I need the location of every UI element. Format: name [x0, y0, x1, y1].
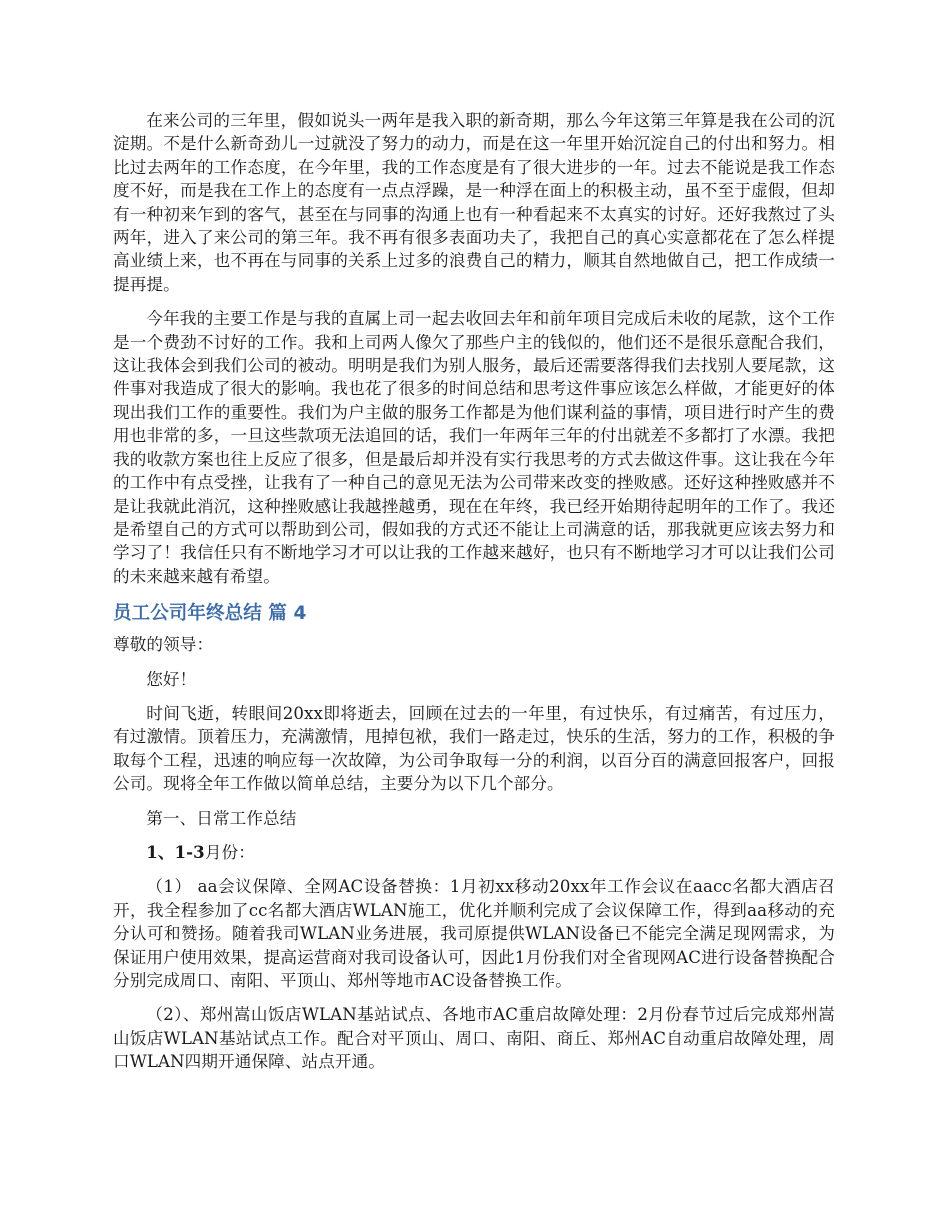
item-1-heading	[113, 841, 835, 864]
document-page	[113, 109, 835, 1074]
section-heading-number: 4	[293, 603, 307, 625]
item-1-label: 月份：	[204, 842, 255, 862]
paragraph-2: 今年我的主要工作是与我的直属上司一起去收回去年和前年项目完成后未收的尾款，这个工作是一个费劲不讨好的工作。我和上司两人像欠了那些户主的钱似的，他们还不是很乐意配合我们，这让我体会到我们公司的被动。明明是我们为别人服务，最后还需要落得我们去找别人要尾款，这件事对我造成了很大的影响。我也花了很多的时间总结和思考这件事应该怎么样做，才能更好的体现出我们工作的重要性。我们为户主做的服务工作都是为他们谋利益的事情，项目进行时产生的费用也非常的多，一旦这些款项无法追回的话，我们一年两年三年的付出就差不多都打了水漂。我把我的收款方案也往上反应了很多，但是最后却并没有实行我思考的方式去做这件事。这让我在今年的工作中有点受挫，让我有了一种自己的意见无法为公司带来改变的挫败感。还好这种挫败感并不是让我就此消沉，这种挫败感让我越挫越勇，现在在年终，我已经开始期待起明年的工作了。我还是希望自己的方式可以帮助到公司，假如我的方式还不能让上司满意的话，那我就更应该去努力和学习了！我信任只有不断地学习才可以让我的工作越来越好，也只有不断地学习才可以让我们公司的未来越来越有希望。	[113, 309, 835, 586]
salutation: 尊敬的领导：	[113, 635, 214, 655]
section-heading-text: 员工公司年终总结 篇	[113, 603, 287, 625]
section-title-daily-work: 第一、日常工作总结	[146, 808, 297, 828]
greeting: 您好！	[146, 669, 197, 689]
paragraph-1: 在来公司的三年里，假如说头一两年是我入职的新奇期，那么今年这第三年算是我在公司的沉淀期。不是什么新奇劲儿一过就没了努力的动力，而是在这一年里开始沉淀自己的付出和努力。相比过去两年的工作态度，在今年里，我的工作态度是有了很大进步的一年。过去不能说是我工作态度不好，而是我在工作上的态度有一点点浮躁，是一种浮在面上的积极主动，虽不至于虚假，但却有一种初来乍到的客气，甚至在与同事的沟通上也有一种看起来不太真实的讨好。还好我熬过了头两年，进入了来公司的第三年。我不再有很多表面功夫了，我把自己的真心实意都花在了怎么样提高业绩上来，也不再在与同事的关系上过多的浪费自己的精力，顺其自然地做自己，把工作成绩一提再提。	[113, 111, 835, 294]
paragraph-4: （1） aa会议保障、全网AC设备替换：1月初xx移动20xx年工作会议在aacc名都大酒店召开，我全程参加了cc名都大酒店WLAN施工，优化并顺利完成了会议保障工作，得到aa移动的充分认可和赞扬。随着我司WLAN业务进展，我司原提供WLAN设备已不能完全满足现网需求，为保证用户使用效果，提高运营商对我司设备认可，因此1月份我们对全省现网AC进行设备替换配合分别完成周口、南阳、平顶山、郑州等地市AC设备替换工作。	[113, 877, 835, 990]
item-1-number: 1、1-3	[146, 841, 205, 862]
section-heading	[113, 601, 835, 627]
paragraph-3: 时间飞逝，转眼间20xx即将逝去，回顾在过去的一年里，有过快乐，有过痛苦，有过压力，有过激情。顶着压力，充满激情，甩掉包袱，我们一路走过，快乐的生活，努力的工作，积极的争取每个工程，迅速的响应每一次故障，为公司争取每一分的利润，以百分百的满意回报客户，回报公司。现将全年工作做以简单总结，主要分为以下几个部分。	[113, 703, 835, 794]
paragraph-5: （2）、郑州嵩山饭店WLAN基站试点、各地市AC重启故障处理：2月份春节过后完成郑州嵩山饭店WLAN基站试点工作。配合对平顶山、周口、南阳、商丘、郑州AC自动重启故障处理，周口WLAN四期开通保障、站点开通。	[113, 1005, 835, 1072]
